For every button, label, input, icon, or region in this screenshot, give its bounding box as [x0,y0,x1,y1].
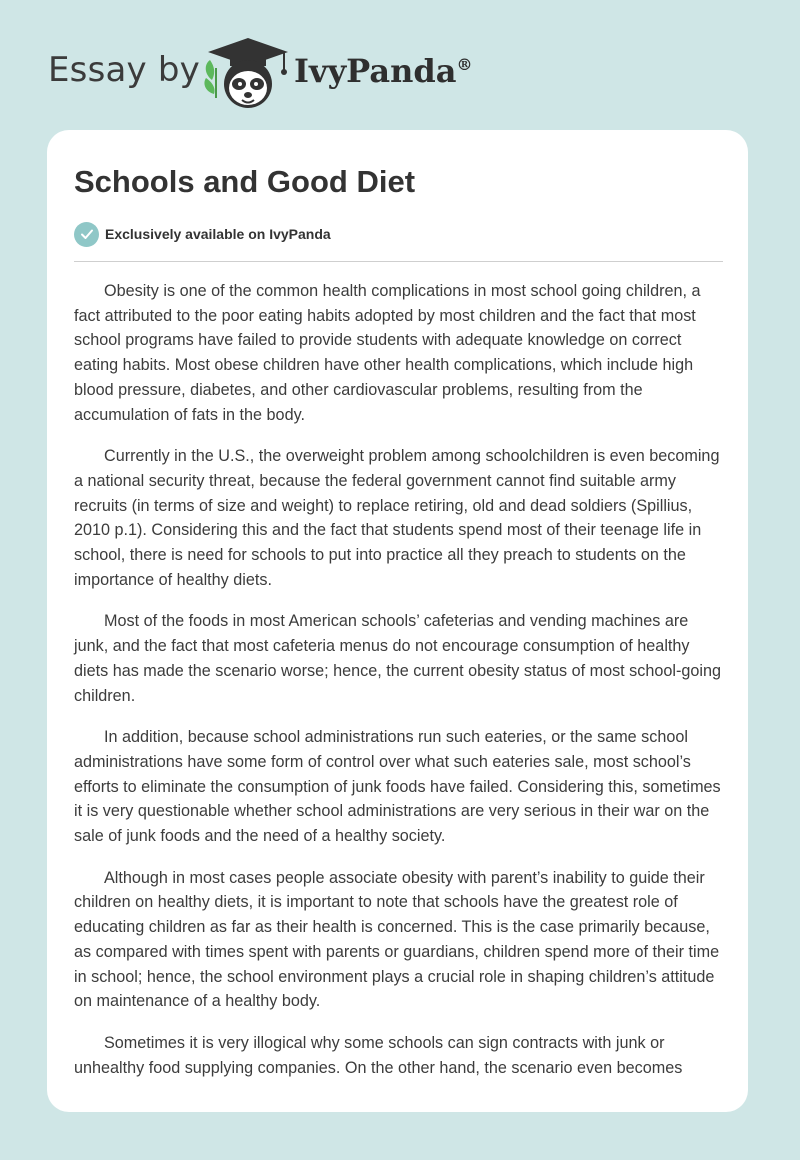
paragraph: Sometimes it is very illogical why some schools can sign contracts with junk or unhealthy food supplying companies. On the other hand, the scenario even becomes [74,1033,683,1077]
paragraph: Currently in the U.S., the overweight problem among schoolchildren is even becoming a national security threat, because the federal government cannot find suitable army recruits (in terms of size and weight) to replace retiring, old and dead soldiers (Spillius, 2010 p.1). Considering this and the fact that students spend most of their teenage life in school, there is need for schools to put into practice all they preach to students on the importance of healthy diets. [74,447,720,589]
divider [74,261,723,262]
registered-mark: ® [456,55,473,74]
page-title: Schools and Good Diet [74,164,416,199]
paragraph: Obesity is one of the common health complications in most school going children, a fact attributed to the poor eating habits adopted by most children and the fact that most school programs have failed to provide students with adequate knowledge on correct eating habits. Most obese children have other health complications, which include high blood pressure, diabetes, and other cardiovascular problems, resulting from the accumulation of fats in the body. [74,282,701,424]
essay-card [47,130,748,1112]
paragraph: Most of the foods in most American schools’ cafeterias and vending machines are junk, and the fact that most cafeteria menus do not encourage consumption of healthy diets has made the scenario worse; hence, the current obesity status of most school-going children. [74,612,721,705]
brand-name-text: IvyPanda [294,52,457,90]
site-header [0,0,800,120]
brand-prefix: Essay by [48,50,200,90]
essay-body [74,279,726,1097]
brand-name[interactable] [294,52,472,90]
check-icon [74,222,99,247]
badge-label: Exclusively available on IvyPanda [105,226,331,242]
paragraph: In addition, because school administrations run such eateries, or the same school administrations have some form of control over what such eateries sale, most school’s efforts to eliminate the consumption of junk foods have failed. Considering this, sometimes it is very questionable whether school administrations are very serious in their war on the sale of junk foods and the need of a healthy society. [74,728,721,846]
exclusive-badge [74,221,331,247]
panda-graduate-icon[interactable] [200,34,296,110]
paragraph: Although in most cases people associate obesity with parent’s inability to guide their children on healthy diets, it is important to note that schools have the greatest role of educating children as far as their health is concerned. This is the case primarily because, as compared with times spent with parents or guardians, children spend more of their time in school; hence, the school environment plays a crucial role in shaping children’s attitude on maintenance of a healthy body. [74,868,720,1011]
